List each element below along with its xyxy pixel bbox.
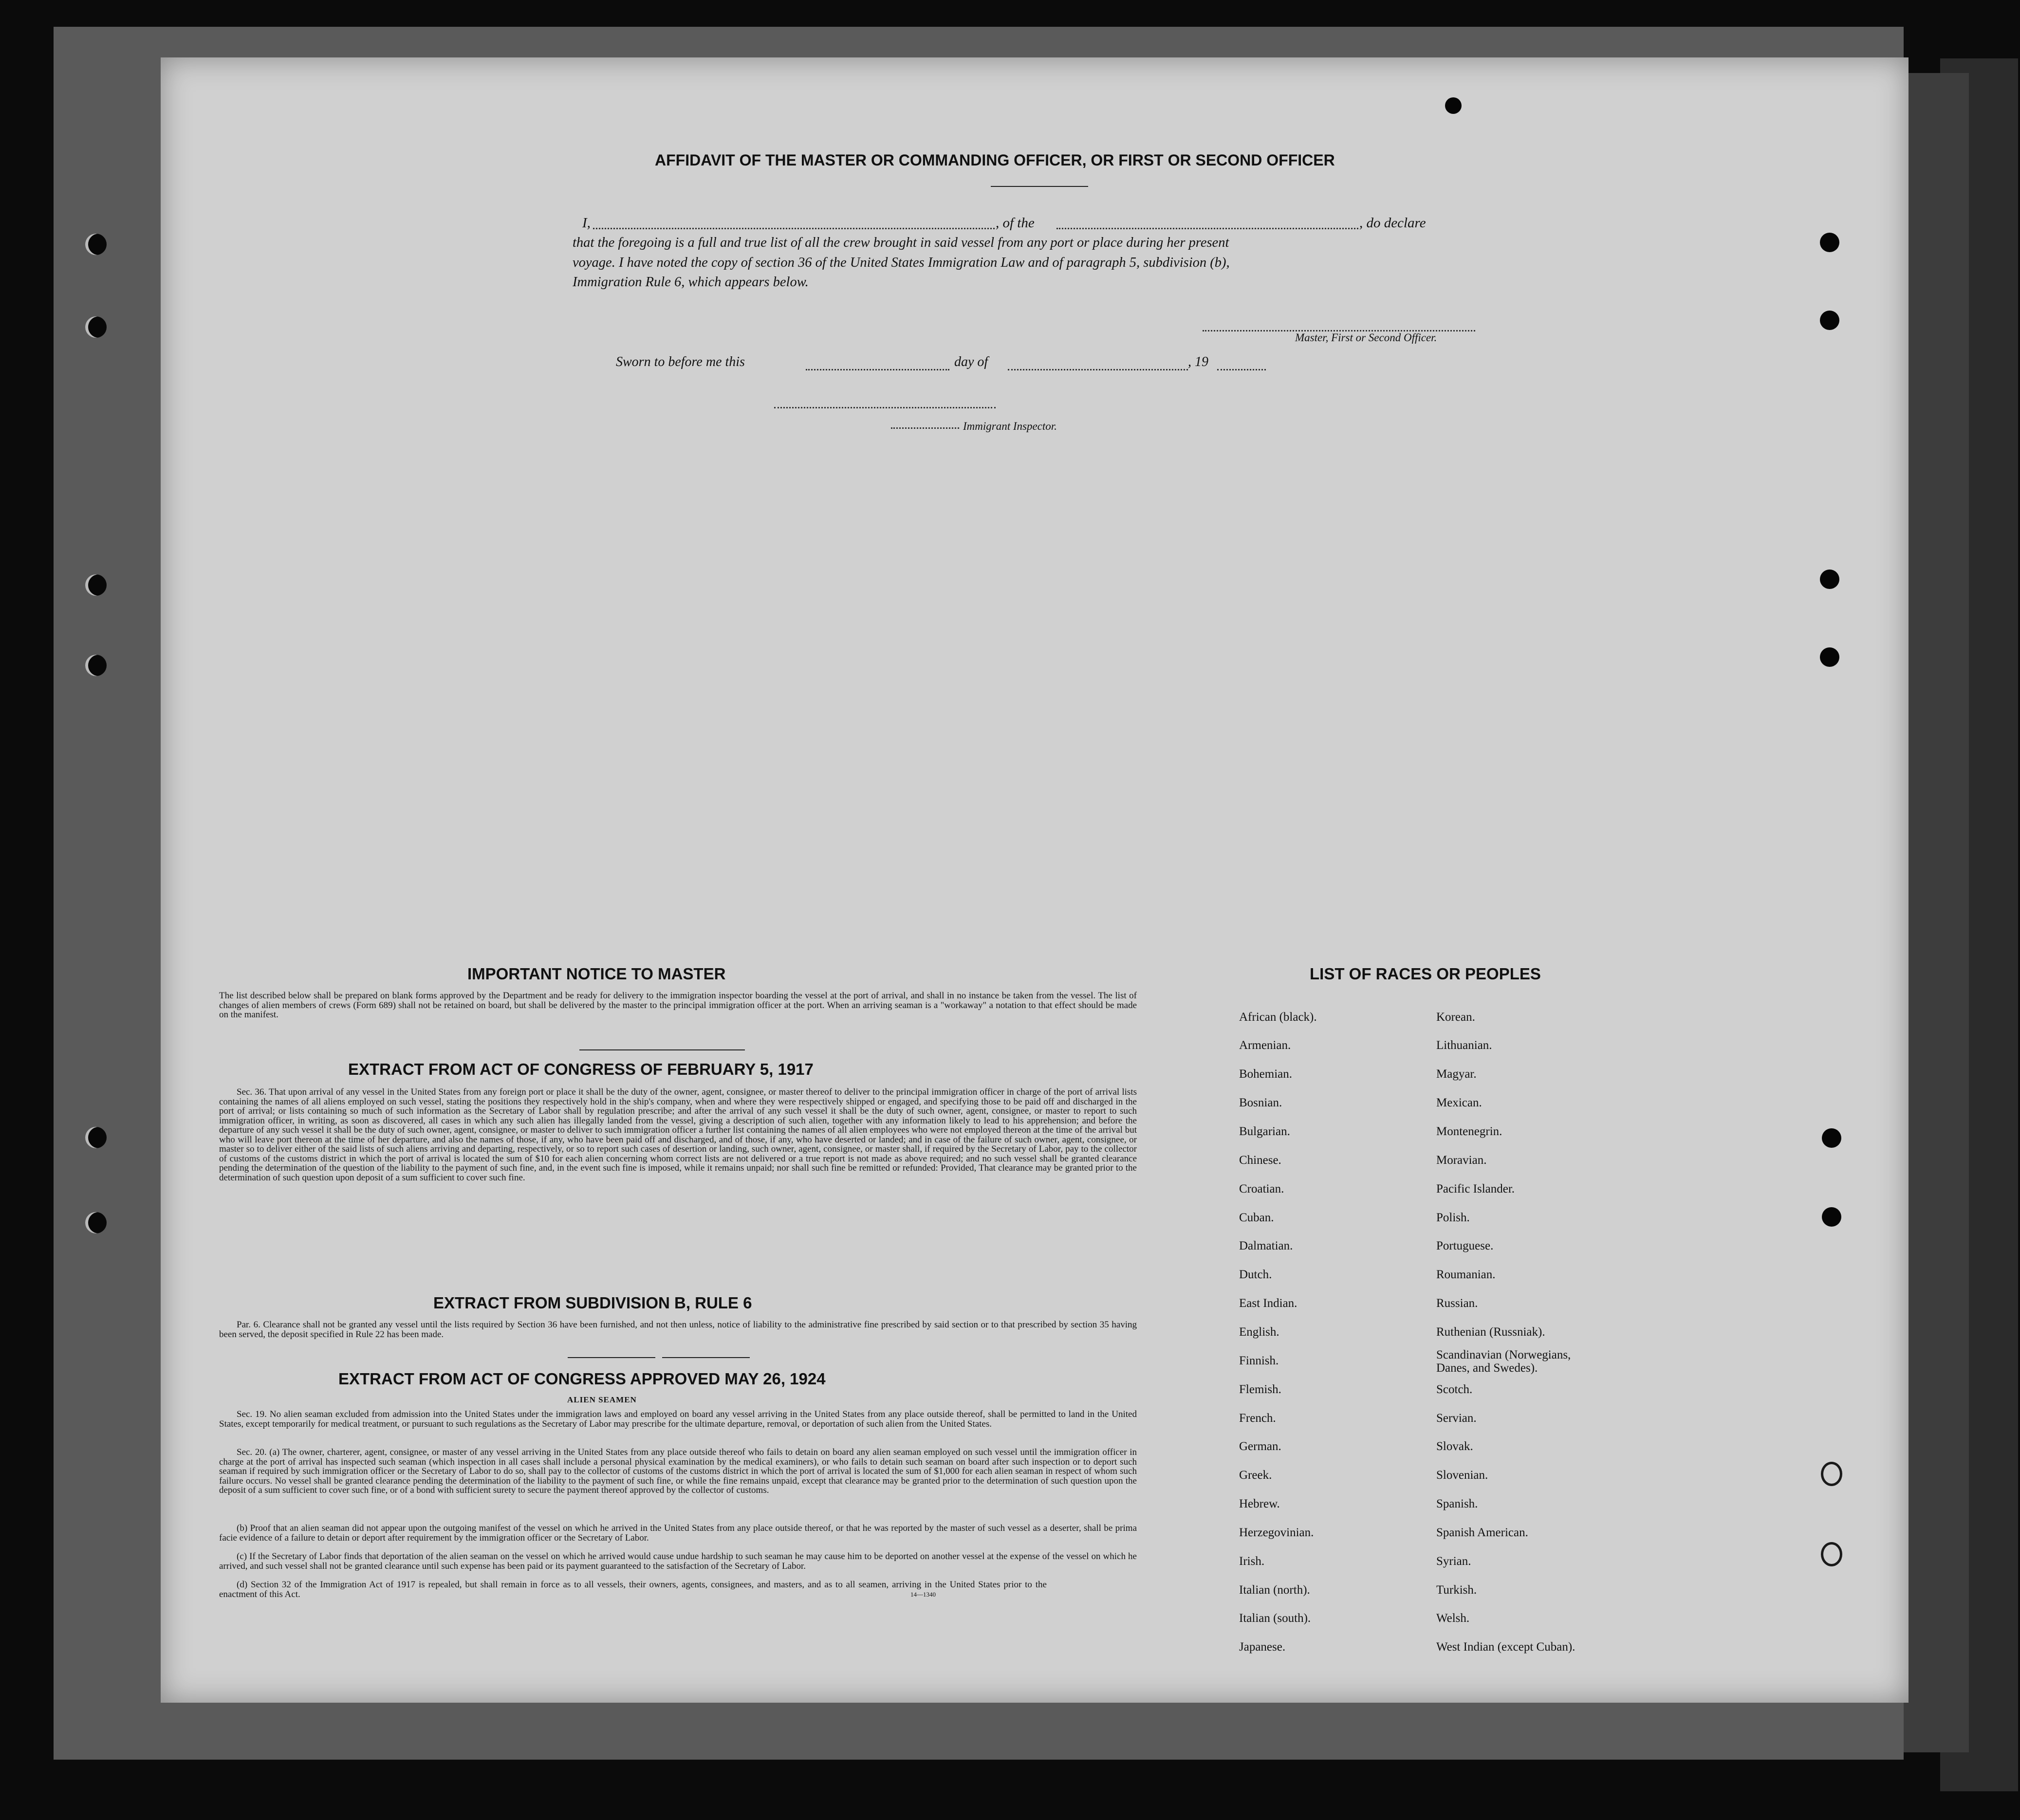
race-left-item: Hebrew.	[1239, 1497, 1280, 1510]
sec-20c: (c) If the Secretary of Labor finds that deportation of the alien seaman on the vessel on which he arrived would cause undue hardship to such seaman he may cause him to be deported on another vessel at the expense of the vessel on which he arrived, and such vessel shall not be granted clearance until such expense has been paid or its payment guaranteed to the satisfaction of the Secretary of Labor.	[219, 1551, 1137, 1571]
subdivision-b-body: Par. 6. Clearance shall not be granted any vessel until the lists required by Section 36 have been furnished, and not then unless, notice of liability to the administrative fine prescribed by said section or to that prescribed by section 35 having been served, the deposit specified in Rule 22 has been made.	[219, 1320, 1137, 1340]
sworn-day-blank	[806, 369, 949, 370]
race-right-item: Magyar.	[1436, 1067, 1477, 1081]
sworn-label: Sworn to before me this	[616, 354, 745, 369]
race-left-item: Bosnian.	[1239, 1096, 1282, 1109]
title-rule	[991, 186, 1088, 187]
race-right-item: West Indian (except Cuban).	[1436, 1640, 1575, 1654]
affidavit-declare: , do declare	[1359, 215, 1426, 231]
subdivision-b-title: EXTRACT FROM SUBDIVISION B, RULE 6	[433, 1294, 752, 1312]
punch-hole	[1445, 97, 1462, 114]
race-right-item: Russian.	[1436, 1297, 1478, 1310]
race-left-item: German.	[1239, 1440, 1281, 1453]
race-right-item: Slovak.	[1436, 1440, 1473, 1453]
affidavit-line-3: voyage. I have noted the copy of section 36 of the United States Immigration Law and of paragraph 5, subdivision (b),	[573, 255, 1230, 270]
race-left-item: East Indian.	[1239, 1297, 1297, 1310]
race-right-item: Scandinavian (Norwegians, Danes, and Swedes).	[1436, 1348, 1571, 1375]
race-right-item: Spanish American.	[1436, 1526, 1528, 1539]
inspector-label: Immigrant Inspector.	[963, 420, 1057, 432]
race-left-item: Chinese.	[1239, 1154, 1281, 1167]
section-rule	[662, 1357, 750, 1358]
sec-20d: (d) Section 32 of the Immigration Act of 1917 is repealed, but shall remain in force as to all vessels, their owners, agents, consignees, and masters, and as to all seamen, arriving in the United States prior to the enactment of this Act.	[219, 1580, 1047, 1599]
race-left-item: English.	[1239, 1325, 1279, 1339]
extract-1924-title: EXTRACT FROM ACT OF CONGRESS APPROVED MAY 26, 1924	[338, 1370, 826, 1388]
affidavit-i: I,	[582, 215, 591, 231]
binder-hole	[85, 574, 107, 596]
name-blank	[593, 228, 995, 229]
punch-hole-ring	[1821, 1462, 1842, 1486]
punch-hole	[1820, 233, 1839, 252]
race-right-item: Montenegrin.	[1436, 1125, 1502, 1138]
race-left-item: Bohemian.	[1239, 1067, 1293, 1081]
race-left-item: Japanese.	[1239, 1640, 1286, 1654]
race-right-item: Roumanian.	[1436, 1268, 1496, 1281]
notice-title: IMPORTANT NOTICE TO MASTER	[467, 965, 726, 983]
race-left-item: Finnish.	[1239, 1354, 1279, 1367]
inspector-lead-line	[891, 427, 959, 429]
section-rule	[568, 1357, 655, 1358]
form-number: 14—1340	[910, 1591, 936, 1598]
race-left-item: Italian (north).	[1239, 1583, 1310, 1597]
day-of-label: day of	[954, 354, 988, 369]
race-right-item: Spanish.	[1436, 1497, 1478, 1510]
race-right-item: Pacific Islander.	[1436, 1182, 1515, 1195]
inspector-signature-line	[774, 407, 996, 408]
punch-hole	[1822, 1207, 1841, 1227]
race-right-item: Polish.	[1436, 1211, 1470, 1224]
punch-hole	[1820, 647, 1839, 667]
alien-seamen-subtitle: ALIEN SEAMEN	[567, 1395, 637, 1404]
punch-hole	[1820, 311, 1839, 330]
affidavit-line-2: that the foregoing is a full and true list of all the crew brought in said vessel from any port or place during her present	[573, 235, 1229, 250]
race-right-item: Syrian.	[1436, 1555, 1471, 1568]
race-right-item: Welsh.	[1436, 1612, 1470, 1625]
punch-hole-ring	[1821, 1542, 1842, 1566]
affidavit-title: AFFIDAVIT OF THE MASTER OR COMMANDING OFFICER, OR FIRST OR SECOND OFFICER	[655, 151, 1335, 169]
year-label: , 19	[1188, 354, 1208, 369]
form-sheet	[161, 57, 1909, 1703]
section-rule	[579, 1049, 745, 1050]
race-right-item: Slovenian.	[1436, 1469, 1488, 1482]
race-right-item: Lithuanian.	[1436, 1039, 1492, 1052]
race-right-item: Moravian.	[1436, 1154, 1487, 1167]
race-left-item: French.	[1239, 1412, 1276, 1425]
race-right-item: Turkish.	[1436, 1583, 1477, 1597]
race-left-item: Armenian.	[1239, 1039, 1291, 1052]
punch-hole	[1822, 1128, 1841, 1148]
sworn-month-blank	[1008, 369, 1188, 370]
race-right-item: Servian.	[1436, 1412, 1477, 1425]
binder-hole	[85, 1127, 107, 1148]
race-right-item: Korean.	[1436, 1011, 1475, 1024]
sec-20a: Sec. 20. (a) The owner, charterer, agent, consignee, or master of any vessel arriving in the United States from any place outside thereof who fails to detain on board any alien seaman employed on such vessel until the immigration officer in charge at the port of arrival has inspected such seaman (which inspection in all cases shall include a personal physical examination by the medical examiners), or who fails to detain such seaman on board after such inspection or to deport such seaman if required by such immigration officer or the Secretary of Labor to do so, shall pay to the collector of customs of the customs district in which the port of arrival is located the sum of $1,000 for each alien seaman in respect of whom such failure occurs. No vessel shall be granted clearance pending the determination of the liability to the payment of such fine, or while the fine remains unpaid, except that clearance may be granted prior to the determination of such question upon the deposit of a sum sufficient to cover such fine, or of a bond with sufficient surety to secure the payment thereof approved by the collector of customs.	[219, 1447, 1137, 1495]
binder-hole	[85, 316, 107, 338]
affidavit-line-4: Immigration Rule 6, which appears below.	[573, 275, 809, 290]
vessel-blank	[1056, 228, 1358, 229]
extract-1917-body: Sec. 36. That upon arrival of any vessel in the United States from any foreign port or place it shall be the duty of the owner, agent, consignee, or master thereof to deliver to the principal immigration officer in charge of the port of arrival lists containing the names of all aliens employed on such vessel, stating the positions they respectively hold in the ship's company, when and where they were respectively shipped or engaged, and specifying those to be paid off and discharged in the port of arrival; or lists containing so much of such information as the Secretary of Labor shall by regulation prescribe; and after the arrival of any such vessel it shall be the duty of such owner, agent, consignee, or master to report to such immigration officer, in writing, as soon as discovered, all cases in which any such alien has illegally landed from the vessel, giving a description of such alien, together with any information likely to lead to his apprehension; and before the departure of any such vessel it shall be the duty of such owner, agent, consignee, or master to deliver to such immigration officer a further list containing the names of all alien employees who were not employed thereon at the time of the arrival but who will leave port thereon at the time of her departure, and also the names of those, if any, who have been paid off and discharged, and of those, if any, who have deserted or landed; and in case of the failure of such owner, agent, consignee, or master so to deliver either of the said lists of such aliens arriving and departing, respectively, or so to report such cases of desertion or landing, such owner, agent, consignee, or master shall, if required by the Secretary of Labor, pay to the collector of customs of the customs district in which the port of arrival is located the sum of $10 for each alien concerning whom correct lists are not delivered or a true report is not made as above required; and no such vessel shall be granted clearance pending the determination of the question of the liability to the payment of such fine, and, in the event such fine is imposed, while it remains unpaid; nor shall such fine be remitted or refunded: Provided, That clearance may be granted prior to the determination of such question upon deposit of a sum sufficient to cover such fine.	[219, 1087, 1137, 1183]
punch-hole	[1820, 570, 1839, 589]
sec-19: Sec. 19. No alien seaman excluded from admission into the United States under the immigration laws and employed on board any vessel arriving in the United States from any place outside thereof, shall be permitted to land in the United States, except temporarily for medical treatment, or pursuant to such regulations as the Secretary of Labor may prescribe for the ultimate departure, removal, or deportation of such alien from the United States.	[219, 1409, 1137, 1429]
race-right-item: Ruthenian (Russniak).	[1436, 1325, 1545, 1339]
race-right-item: Portuguese.	[1436, 1239, 1494, 1252]
race-left-item: Flemish.	[1239, 1383, 1281, 1396]
races-title: LIST OF RACES OR PEOPLES	[1310, 965, 1541, 983]
race-left-item: Greek.	[1239, 1469, 1272, 1482]
race-left-item: Bulgarian.	[1239, 1125, 1290, 1138]
race-left-item: Croatian.	[1239, 1182, 1284, 1195]
year-blank	[1217, 369, 1266, 370]
race-left-item: Cuban.	[1239, 1211, 1274, 1224]
race-left-item: African (black).	[1239, 1011, 1317, 1024]
binder-hole	[85, 655, 107, 676]
race-left-item: Irish.	[1239, 1555, 1265, 1568]
affidavit-of-the: , of the	[996, 215, 1035, 231]
sec-20b: (b) Proof that an alien seaman did not appear upon the outgoing manifest of the vessel on which he arrived in the United States from any place outside thereof, or that he was reported by the master of such vessel as a deserter, shall be prima facie evidence of a failure to detain or deport after requirement by the immigration officer or the Secretary of Labor.	[219, 1523, 1137, 1543]
master-signature-label: Master, First or Second Officer.	[1295, 331, 1437, 344]
binder-hole	[85, 234, 107, 255]
race-left-item: Herzegovinian.	[1239, 1526, 1314, 1539]
notice-body: The list described below shall be prepared on blank forms approved by the Department and be ready for delivery to the immigration inspector boarding the vessel at the port of arrival, and shall in no instance be taken from the vessel. The list of changes of alien members of crews (Form 689) shall not be retained on board, but shall be delivered by the master to the principal immigration officer at the port. When an arriving seaman is a "workaway" a notation to that effect should be made on the manifest.	[219, 991, 1137, 1020]
binder-hole	[85, 1212, 107, 1233]
race-right-item: Mexican.	[1436, 1096, 1482, 1109]
race-right-item: Scotch.	[1436, 1383, 1473, 1396]
race-left-item: Dutch.	[1239, 1268, 1272, 1281]
extract-1917-title: EXTRACT FROM ACT OF CONGRESS OF FEBRUARY 5, 1917	[348, 1060, 814, 1078]
race-left-item: Dalmatian.	[1239, 1239, 1293, 1252]
race-left-item: Italian (south).	[1239, 1612, 1311, 1625]
